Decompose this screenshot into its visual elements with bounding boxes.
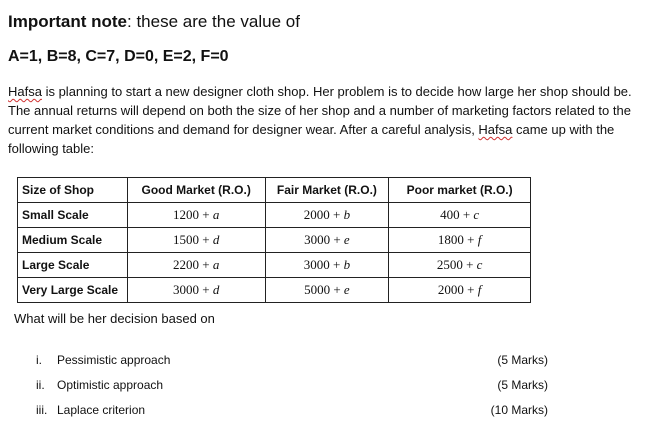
payoff-cell: 1500 + d <box>127 228 265 253</box>
payoff-cell: 2500 + c <box>389 253 531 278</box>
header-good-market: Good Market (R.O.) <box>127 178 265 203</box>
payoff-cell: 1800 + f <box>389 228 531 253</box>
payoff-cell: 5000 + e <box>265 278 389 303</box>
item-text: Optimistic approach <box>57 378 164 392</box>
payoff-cell: 2000 + f <box>389 278 531 303</box>
table-row <box>18 228 531 253</box>
row-size: Medium Scale <box>18 228 128 253</box>
payoff-cell: 3000 + e <box>265 228 389 253</box>
problem-paragraph <box>8 82 638 158</box>
table-row <box>18 278 531 303</box>
list-item <box>0 378 648 398</box>
payoff-cell: 2200 + a <box>127 253 265 278</box>
table-header-row <box>18 178 531 203</box>
note-text: : these are the value of <box>127 12 300 31</box>
payoff-cell: 400 + c <box>389 203 531 228</box>
row-size: Very Large Scale <box>18 278 128 303</box>
paragraph-body: is planning to start a new designer cloth shop. Her problem is to decide how large her shop should be. The annual returns will depend on both the size of her shop and a number of marketing factors related to the current market conditions and demand for designer wear. After a careful analysis, <box>8 84 632 137</box>
important-note <box>8 12 300 32</box>
table-row <box>18 253 531 278</box>
header-poor-market: Poor market (R.O.) <box>389 178 531 203</box>
note-label: Important note <box>8 12 127 31</box>
name-hafsa: Hafsa <box>8 84 42 99</box>
list-item <box>0 353 648 373</box>
item-number: iii. <box>36 403 48 417</box>
name-hafsa: Hafsa <box>478 122 513 137</box>
item-marks: (5 Marks) <box>497 378 548 392</box>
payoff-cell: 1200 + a <box>127 203 265 228</box>
header-fair-market: Fair Market (R.O.) <box>265 178 389 203</box>
header-size-of-shop: Size of Shop <box>18 178 128 203</box>
payoff-cell: 3000 + d <box>127 278 265 303</box>
item-text: Pessimistic approach <box>57 353 171 367</box>
row-size: Small Scale <box>18 203 128 228</box>
payoff-cell: 2000 + b <box>265 203 389 228</box>
item-marks: (10 Marks) <box>490 403 548 417</box>
variable-values: A=1, B=8, C=7, D=0, E=2, F=0 <box>8 48 229 65</box>
payoff-table <box>17 177 531 303</box>
item-text: Laplace criterion <box>57 403 146 417</box>
item-marks: (5 Marks) <box>497 353 548 367</box>
table-row <box>18 203 531 228</box>
question-text: What will be her decision based on <box>14 311 215 326</box>
payoff-cell: 3000 + b <box>265 253 389 278</box>
item-number: ii. <box>36 378 45 392</box>
row-size: Large Scale <box>18 253 128 278</box>
paragraph-tail: came up with the following table: <box>8 122 615 156</box>
list-item <box>0 403 648 423</box>
item-number: i. <box>36 353 42 367</box>
